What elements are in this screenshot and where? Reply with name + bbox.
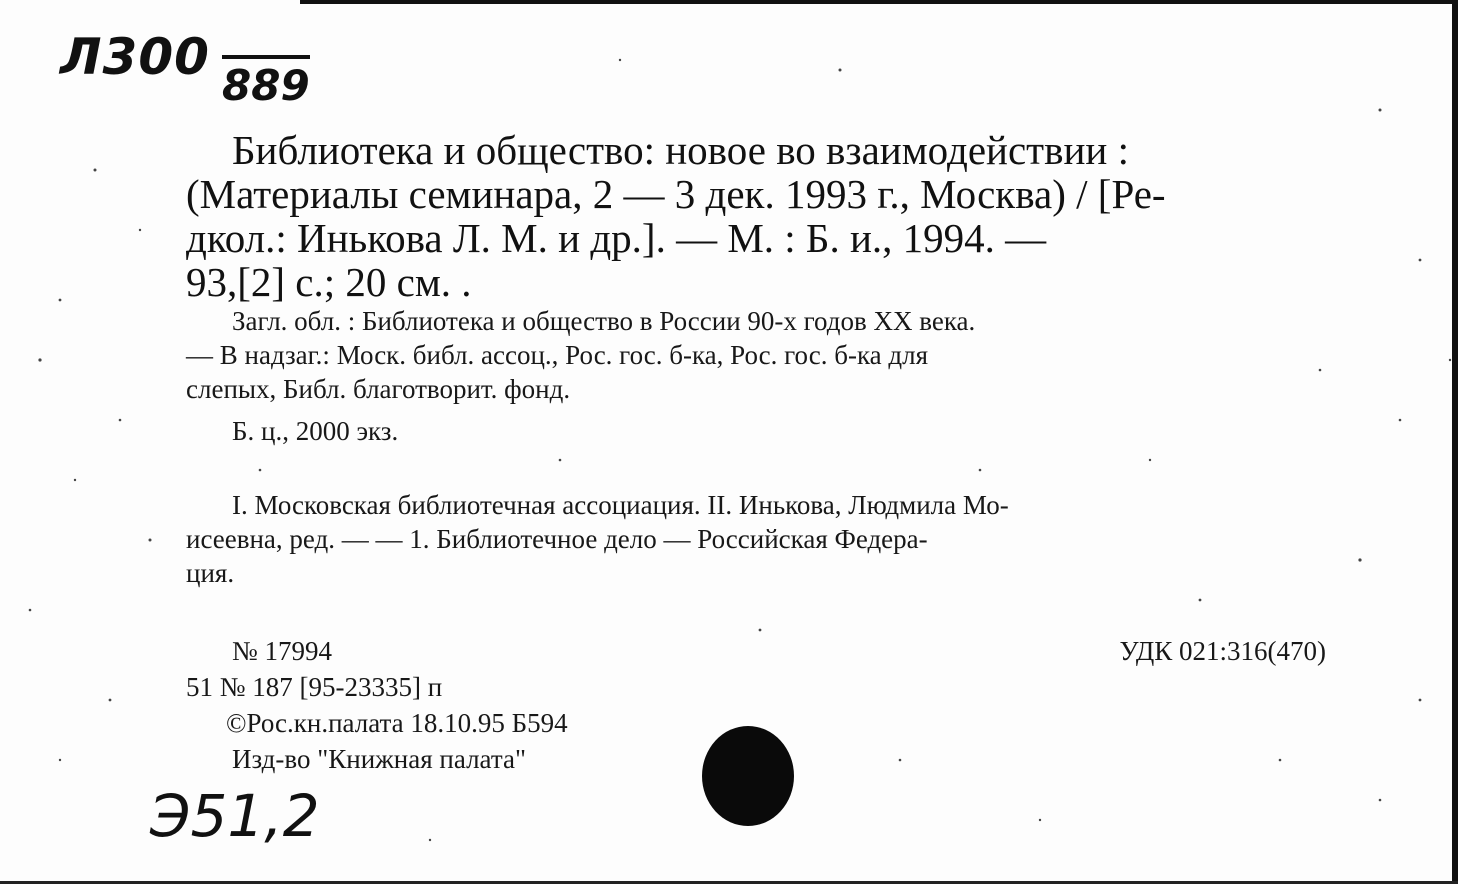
udc-code: УДК 021:316(470) <box>1119 636 1326 666</box>
handwritten-shelf-sub: 889 <box>222 55 310 110</box>
tracings-line: исеевна, ред. — — 1. Библиотечное дело — Российская Федера- <box>186 524 928 554</box>
price-run-line: Б. ц., 2000 экз. <box>232 416 399 446</box>
copyright-line: ©Рос.кн.палата 18.10.95 Б594 <box>226 708 568 738</box>
tracings-line: ция. <box>186 558 235 588</box>
title-line: дкол.: Инькова Л. М. и др.]. — М. : Б. и., 1994. — <box>186 215 1047 261</box>
title-line: 93,[2] с.; 20 см. . <box>186 259 472 305</box>
notes-line: Загл. обл. : Библиотека и общество в России 90-х годов XX века. <box>232 306 976 336</box>
punch-hole <box>702 726 794 826</box>
handwritten-class-mark: Э51,2 <box>150 782 320 850</box>
card-number: № 17994 <box>232 636 333 666</box>
notes-line: слепых, Библ. благотворит. фонд. <box>186 374 571 404</box>
publisher-line: Изд-во "Книжная палата" <box>232 744 526 774</box>
order-number: 51 № 187 [95-23335] п <box>186 672 443 702</box>
notes-line: — В надзаг.: Моск. библ. ассоц., Рос. гос. б-ка, Рос. гос. б-ка для <box>186 340 929 370</box>
tracings-line: I. Московская библиотечная ассоциация. II. Инькова, Людмила Мо- <box>232 490 1009 520</box>
title-line: Библиотека и общество: новое во взаимодействии : <box>232 127 1129 173</box>
handwritten-shelf-mark: Л300 <box>60 28 210 86</box>
title-line: (Материалы семинара, 2 — 3 дек. 1993 г., Москва) / [Ре- <box>186 171 1166 217</box>
